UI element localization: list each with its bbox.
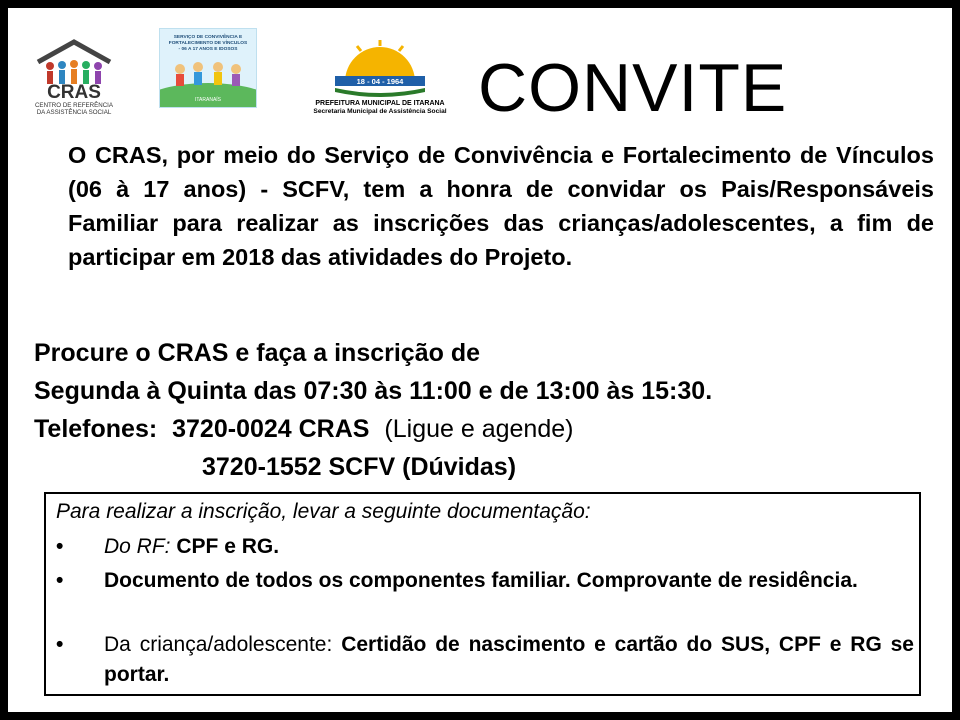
page-title: CONVITE bbox=[478, 50, 788, 126]
phone-scfv: 3720-1552 SCFV (Dúvidas) bbox=[202, 453, 517, 481]
prefeitura-logo bbox=[305, 38, 455, 116]
svg-text:FORTALECIMENTO DE VÍNCULOS: FORTALECIMENTO DE VÍNCULOS bbox=[168, 41, 248, 46]
svg-text:18 - 04 - 1964: 18 - 04 - 1964 bbox=[356, 77, 404, 86]
svg-text:PREFEITURA MUNICIPAL DE ITARAN: PREFEITURA MUNICIPAL DE ITARANA bbox=[315, 100, 445, 107]
document-item-rf bbox=[56, 532, 914, 562]
phone-cras-note: (Ligue e agende) bbox=[384, 415, 574, 443]
invitation-flyer bbox=[8, 8, 952, 712]
phones-line bbox=[34, 411, 573, 447]
bullet-icon: • bbox=[56, 633, 64, 656]
svg-text:DA ASSISTÊNCIA SOCIAL: DA ASSISTÊNCIA SOCIAL bbox=[36, 109, 112, 116]
svg-text:CENTRO DE REFERÊNCIA: CENTRO DE REFERÊNCIA bbox=[34, 102, 114, 109]
document-item-label: Da criança/adolescente: bbox=[104, 633, 333, 656]
document-item-text: Documento de todos os componentes familiar. Comprovante de residência. bbox=[104, 569, 858, 592]
info-line-2: Segunda à Quinta das 07:30 às 11:00 e de 13:00 às 15:30. bbox=[34, 377, 713, 405]
document-item-text: CPF e RG. bbox=[176, 535, 280, 558]
document-item-text: Certidão de nascimento e cartão do SUS, CPF e RG se portar. bbox=[104, 633, 914, 686]
bullet-icon: • bbox=[56, 535, 64, 558]
cras-house-icon bbox=[32, 38, 116, 116]
documents-box bbox=[44, 492, 921, 696]
cras-logo bbox=[32, 38, 116, 116]
svg-text:SERVIÇO DE CONVIVÊNCIA E: SERVIÇO DE CONVIVÊNCIA E bbox=[173, 35, 243, 40]
prefeitura-sun-icon bbox=[305, 38, 455, 116]
svg-text:ITARANAÍS: ITARANAÍS bbox=[194, 97, 222, 103]
phones-label: Telefones: bbox=[34, 415, 158, 443]
phone-cras: 3720-0024 CRAS bbox=[172, 415, 370, 443]
invitation-paragraph: O CRAS, por meio do Serviço de Convivência e Fortalecimento de Vínculos (06 à 17 anos) - SCFV, tem a honra de convidar os Pais/Responsáveis Familiar para realizar as inscrições das crianças/adolescentes, a fim de participar em 2018 das atividades do Projeto. bbox=[68, 142, 934, 270]
document-item-child bbox=[56, 630, 914, 690]
svg-text:CRAS: CRAS bbox=[47, 82, 101, 103]
svg-text:- 06 A 17 ANOS E IDOSOS: - 06 A 17 ANOS E IDOSOS bbox=[178, 47, 238, 52]
scfv-logo bbox=[159, 28, 257, 108]
bullet-icon: • bbox=[56, 569, 64, 592]
scfv-children-icon bbox=[160, 29, 256, 107]
svg-text:Secretaria Municipal de Assist: Secretaria Municipal de Assistência Social bbox=[313, 108, 447, 115]
document-item-family bbox=[56, 566, 914, 596]
info-line-1: Procure o CRAS e faça a inscrição de bbox=[34, 339, 481, 367]
document-item-label: Do RF: bbox=[104, 535, 171, 558]
documents-intro: Para realizar a inscrição, levar a seguinte documentação: bbox=[56, 500, 591, 523]
